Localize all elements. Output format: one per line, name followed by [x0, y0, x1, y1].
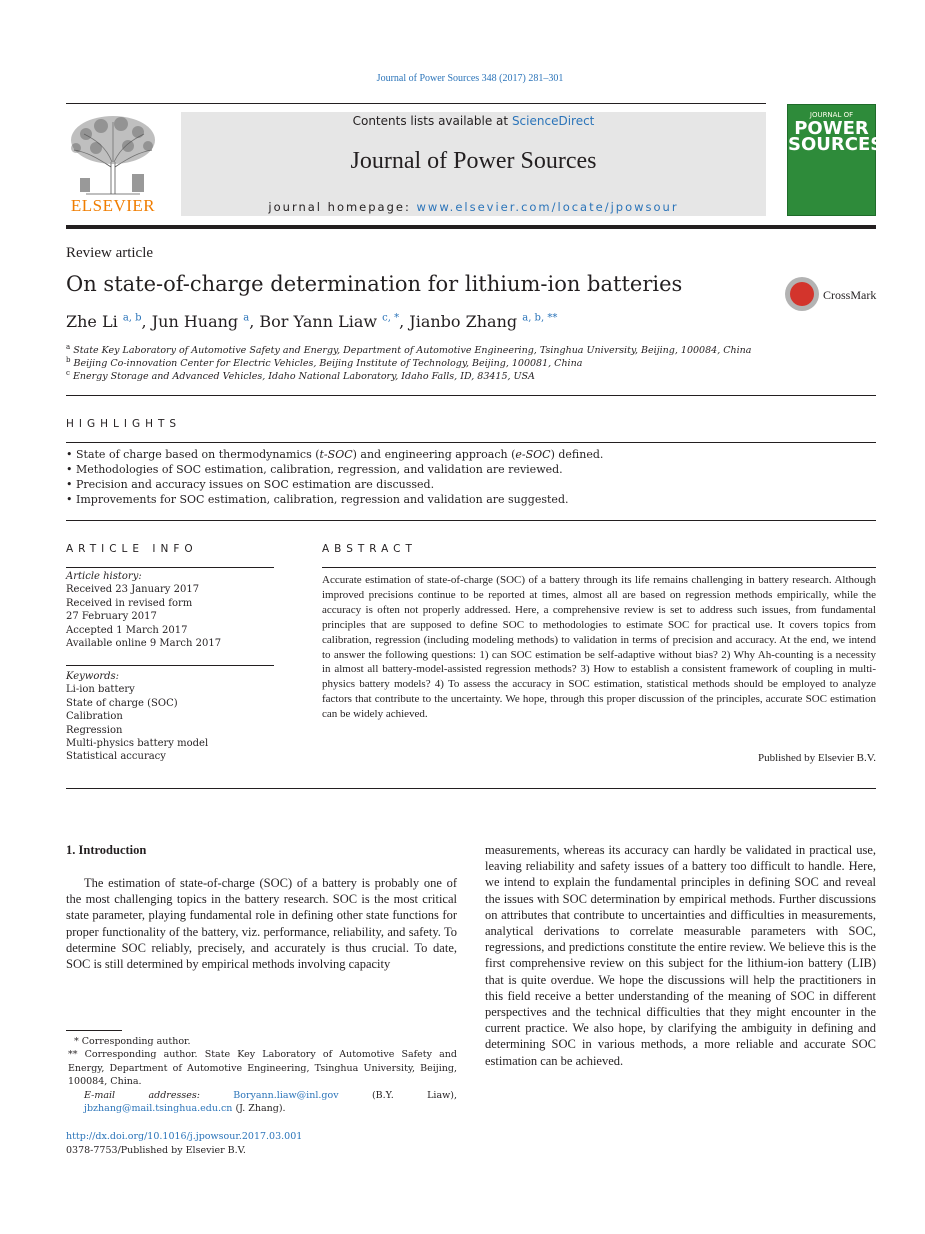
- author-name[interactable]: Zhe Li: [66, 312, 118, 331]
- highlights-list: [66, 447, 876, 507]
- highlights-rule: [66, 442, 876, 443]
- author-name[interactable]: Jianbo Zhang: [409, 312, 518, 331]
- affiliation: [66, 356, 582, 369]
- author-affiliation-marker[interactable]: a, b, **: [522, 312, 558, 324]
- author-name[interactable]: Jun Huang: [151, 312, 239, 331]
- section-rule: [66, 788, 876, 789]
- highlight-item: • Precision and accuracy issues on SOC estimation are discussed.: [66, 478, 435, 491]
- affiliation-text: State Key Laboratory of Automotive Safety and Energy, Department of Automotive Engineering, Tsinghua University, Beijing, 100084, China: [73, 345, 752, 357]
- author-separator: ,: [399, 312, 410, 331]
- article-type: Review article: [66, 245, 154, 261]
- keyword: Calibration: [66, 711, 123, 723]
- footnote: ** Corresponding author. State Key Laboratory of Automotive Safety and Energy, Department of Automotive Engineering, Tsinghua University, Beijing, 100084, China.: [68, 1049, 457, 1088]
- elsevier-wordmark: ELSEVIER: [70, 196, 156, 215]
- abstract-publisher: Published by Elsevier B.V.: [757, 752, 876, 764]
- history-line: Accepted 1 March 2017: [66, 624, 188, 636]
- article-info-heading: ARTICLE INFO: [66, 543, 198, 555]
- cover-title-line-2: SOURCES: [788, 134, 884, 155]
- affiliation-marker: c: [66, 369, 70, 377]
- keyword: Regression: [66, 724, 123, 736]
- homepage-label: journal homepage:: [268, 200, 417, 214]
- author-affiliation-marker[interactable]: a: [243, 312, 250, 324]
- section-heading: 1. Introduction: [66, 843, 147, 857]
- cover-title: [788, 118, 884, 155]
- author-affiliation-marker[interactable]: a, b: [122, 312, 142, 324]
- keyword: State of charge (SOC): [66, 697, 178, 709]
- email-link[interactable]: jbzhang@mail.tsinghua.edu.cn: [84, 1103, 233, 1115]
- keyword: Li-ion battery: [66, 684, 135, 696]
- history-line: Available online 9 March 2017: [66, 638, 222, 650]
- section-rule: [66, 395, 876, 396]
- journal-homepage: [181, 200, 766, 214]
- highlight-item: • Improvements for SOC estimation, calibration, regression and validation are suggested.: [66, 493, 569, 506]
- doi-link[interactable]: http://dx.doi.org/10.1016/j.jpowsour.2017.03.001: [66, 1131, 303, 1142]
- keyword: Statistical accuracy: [66, 751, 166, 763]
- footnote-emails: E-mail addresses: Boryann.liaw@inl.gov (B.Y. Liaw), jbzhang@mail.tsinghua.edu.cn (J. Zhang).: [84, 1089, 457, 1115]
- author-separator: ,: [141, 312, 152, 331]
- footnote-rule: [66, 1030, 122, 1031]
- highlight-item: • Methodologies of SOC estimation, calibration, regression, and validation are reviewed.: [66, 463, 563, 476]
- author-list: [66, 312, 557, 331]
- journal-cover[interactable]: [787, 104, 884, 216]
- email-link[interactable]: Boryann.liaw@inl.gov: [233, 1089, 339, 1101]
- affiliation: [66, 369, 535, 382]
- abstract-text: Accurate estimation of state-of-charge (SOC) of a battery through its life remains challenging in battery research. Although improved precisions continue to be reported at times, almost all are based on regression methods empirically, while the accuracy is often not properly addressed. Here, a comprehensive review is set to address such issues, from fundamental principles that are supposed to define SOC to methodologies to estimate SOC for practical use. It covers topics from calibration, regression (including modeling methods) to validation in terms of precision and accuracy. At the end, we intend to answer the following questions: 1) can SOC estimation be self-adaptive without bias? 2) Why Ah-counting is a necessity in almost all battery-model-assisted regression methods? 3) How to establish a consistent framework of coupling in multi-physics battery models? 4) To assess the accuracy in SOC estimation, statistical methods should be employed to analyze factors that contribute to the uncertainty. We hope, through this proper discussion of the principles, accurate SOC estimation can be widely achieved.: [322, 574, 876, 721]
- affiliation: [66, 343, 751, 356]
- crossmark-icon: [785, 277, 819, 311]
- intro-paragraph-left: The estimation of state-of-charge (SOC) of a battery is probably one of the most challenging topics in the battery research. SOC is the most critical state parameter, playing fundamental role in defining other state functions for proper functionality of the battery, viz. performance, reliability, and safety. To determine SOC reliably, precisely, and accurately is thus crucial. To date, SOC is still determined by empirical methods involving capacity: [66, 876, 457, 972]
- cover-small-text: JOURNAL OF: [809, 111, 854, 119]
- history-line: Received 23 January 2017: [66, 584, 200, 596]
- footnote: * Corresponding author.: [74, 1036, 191, 1047]
- header-thick-rule: [66, 225, 876, 229]
- article-history: [66, 570, 274, 650]
- crossmark-label: CrossMark: [823, 288, 877, 302]
- keyword: Multi-physics battery model: [66, 738, 209, 750]
- keywords: [66, 670, 274, 764]
- history-line: Received in revised form: [66, 597, 193, 609]
- article-info-rule: [66, 567, 274, 568]
- author-affiliation-marker[interactable]: c, *: [382, 312, 400, 324]
- affiliation-text: Energy Storage and Advanced Vehicles, Idaho National Laboratory, Idaho Falls, ID, 83415, USA: [72, 371, 535, 383]
- keywords-label: Keywords:: [66, 671, 120, 682]
- author-name[interactable]: Bor Yann Liaw: [259, 312, 378, 331]
- section-rule: [66, 520, 876, 521]
- issn-line: 0378-7753/Published by Elsevier B.V.: [66, 1145, 246, 1156]
- contents-label: Contents lists available at: [352, 114, 512, 128]
- article-title: On state-of-charge determination for lithium-ion batteries: [66, 272, 683, 296]
- journal-citation[interactable]: Journal of Power Sources 348 (2017) 281–301: [376, 73, 564, 84]
- affiliation-marker: a: [66, 343, 71, 351]
- history-line: 27 February 2017: [66, 611, 157, 623]
- tree-icon: [66, 112, 160, 196]
- keywords-rule: [66, 665, 274, 666]
- author-separator: ,: [249, 312, 260, 331]
- abstract-heading: ABSTRACT: [322, 543, 417, 555]
- journal-title: Journal of Power Sources: [350, 148, 597, 174]
- affiliation-text: Beijing Co-innovation Center for Electric Vehicles, Beijing Institute of Technology, Beijing, 100081, China: [73, 358, 583, 370]
- contents-line: [181, 114, 766, 128]
- abstract-rule: [322, 567, 876, 568]
- elsevier-logo[interactable]: [66, 112, 160, 216]
- homepage-link[interactable]: www.elsevier.com/locate/jpowsour: [416, 200, 679, 214]
- intro-paragraph-right: measurements, whereas its accuracy can hardly be validated in practical use, leaving reliability and safety issues of a battery too difficult to handle. Here, we intend to explain the fundamental principles in defining SOC and reveal the issues with SOC determination by empirical methods. Further discussions on attributes that contribute to uncertainties and difficulties in measurements, analytical derivations to correlate measurable parameters with SOC, regressions, and predictions constitute the entire review. We believe this is the first comprehensive review on this subject for the lithium-ion battery (LIB) that is quite overdue. We hope the discussions will help the practitioners in this field receive a better understanding of the meaning of SOC in different perspectives and the technical difficulties that they might encounter in the current practice. We also hope, by clarifying the ambiguity in defining and determining SOC in various methods, a more reliable and accurate SOC estimation can be achieved.: [485, 843, 876, 1068]
- highlight-item: • State of charge based on thermodynamics (t-SOC) and engineering approach (e-SOC) defined.: [66, 448, 604, 461]
- crossmark-badge[interactable]: [785, 277, 877, 313]
- history-label: Article history:: [66, 571, 142, 582]
- cover-title-line-1: POWER: [794, 118, 869, 139]
- header-rule: [66, 103, 766, 104]
- footnotes: [66, 1035, 457, 1115]
- affiliation-marker: b: [66, 356, 71, 364]
- highlights-heading: HIGHLIGHTS: [66, 418, 182, 430]
- sciencedirect-link[interactable]: ScienceDirect: [511, 114, 595, 128]
- journal-banner: [181, 112, 766, 216]
